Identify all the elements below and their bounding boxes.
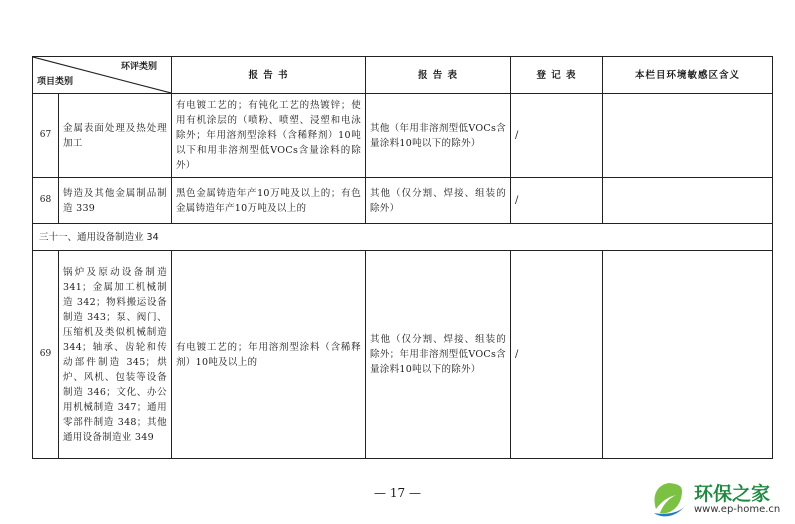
report-book-criteria: 有电镀工艺的；有钝化工艺的热镀锌；使用有机涂层的（喷粉、喷塑、浸塑和电泳除外；年用溶剂型涂料（含稀释剂）10吨以下和用非溶剂型低VOCs含量涂料的除外） [172, 94, 366, 178]
project-category: 金属表面处理及热处理加工 [59, 94, 172, 178]
table-header-row [33, 57, 773, 94]
eia-classification-table [32, 56, 773, 459]
header-eia-category: 环评类别 [120, 62, 157, 72]
leaf-logo-icon [648, 479, 690, 519]
project-category: 锅炉及原动设备制造 341；金属加工机械制造 342；物料搬运设备制造 343；泵、阀门、压缩机及类似机械制造 344；轴承、齿轮和传动部件制造 345；烘炉、风机、包装等设备制造 346；文化、办公用机械制造 347；通用零部件制造 348；其他通用设备制造业 349 [59, 251, 172, 459]
watermark [648, 477, 795, 521]
sensitive-area-meaning [603, 178, 773, 224]
table-row [33, 178, 773, 224]
header-corner-cell [33, 57, 172, 94]
header-report-book: 报 告 书 [172, 57, 366, 94]
table-row [33, 251, 773, 459]
header-project-category: 项目类别 [37, 77, 74, 87]
registration-criteria: / [511, 178, 603, 224]
row-number: 68 [33, 178, 59, 224]
project-category: 铸造及其他金属制品制造 339 [59, 178, 172, 224]
registration-criteria: / [511, 94, 603, 178]
section-title: 三十一、通用设备制造业 34 [33, 224, 773, 251]
sensitive-area-meaning [603, 251, 773, 459]
header-registration-form: 登 记 表 [511, 57, 603, 94]
report-form-criteria: 其他（仅分割、焊接、组装的除外；年用非溶剂型低VOCs含量涂料10吨以下的除外） [366, 251, 511, 459]
report-form-criteria: 其他（仅分割、焊接、组装的除外） [366, 178, 511, 224]
report-book-criteria: 黑色金属铸造年产10万吨及以上的；有色金属铸造年产10万吨及以上的 [172, 178, 366, 224]
row-number: 69 [33, 251, 59, 459]
page-number: — 17 — [374, 486, 421, 500]
section-header-row [33, 224, 773, 251]
header-report-form: 报 告 表 [366, 57, 511, 94]
report-book-criteria: 有电镀工艺的；年用溶剂型涂料（含稀释剂）10吨及以上的 [172, 251, 366, 459]
report-form-criteria: 其他（年用非溶剂型低VOCs含量涂料10吨以下的除外） [366, 94, 511, 178]
sensitive-area-meaning [603, 94, 773, 178]
registration-criteria: / [511, 251, 603, 459]
table-row [33, 94, 773, 178]
watermark-url: www.ep-home.cn [694, 504, 781, 515]
row-number: 67 [33, 94, 59, 178]
watermark-name: 环保之家 [694, 483, 771, 505]
header-sensitive-area: 本栏目环境敏感区含义 [603, 57, 773, 94]
